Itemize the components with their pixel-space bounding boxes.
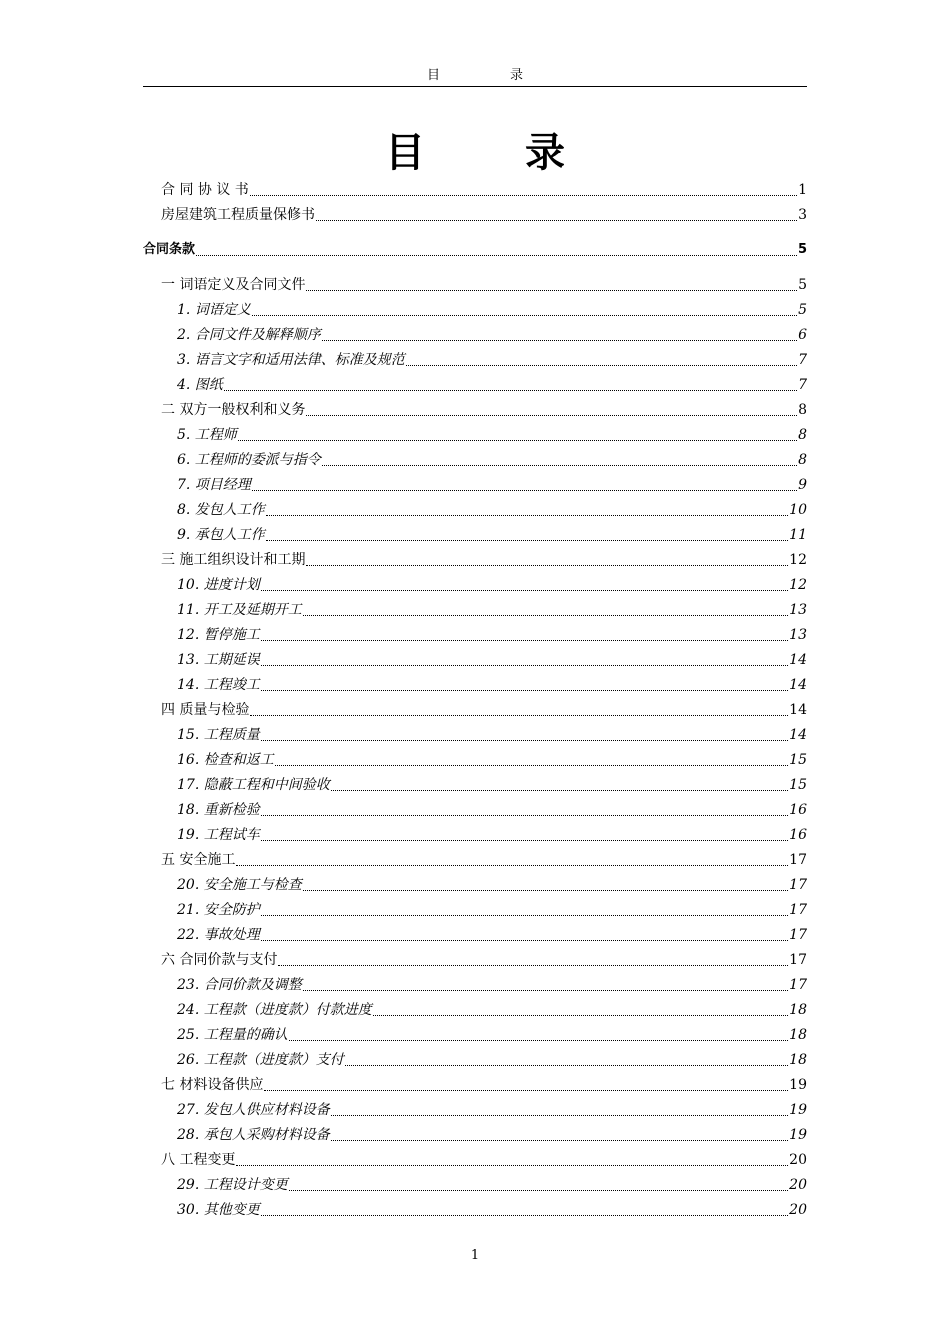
toc-entry[interactable] bbox=[143, 295, 807, 319]
toc-entry-label: 六 合同价款与支付 bbox=[161, 952, 278, 968]
toc-entry[interactable] bbox=[143, 320, 807, 344]
toc-entry-page: 12 bbox=[789, 577, 807, 593]
toc-entry-label: 合 同 协 议 书 bbox=[161, 182, 249, 198]
toc-entry-label: 合同条款 bbox=[143, 242, 196, 257]
toc-entry[interactable] bbox=[143, 235, 807, 259]
toc-entry[interactable] bbox=[143, 370, 807, 394]
toc-entry-label: 30. 其他变更 bbox=[177, 1202, 260, 1218]
toc-entry[interactable] bbox=[143, 770, 807, 794]
toc-entry[interactable] bbox=[143, 970, 807, 994]
toc-entry-label: 21. 安全防护 bbox=[177, 902, 260, 918]
toc-leader-dots bbox=[289, 1189, 788, 1191]
toc-leader-dots bbox=[261, 814, 788, 816]
toc-entry-page: 14 bbox=[789, 727, 807, 743]
toc-leader-dots bbox=[306, 564, 788, 566]
toc-entry[interactable] bbox=[143, 845, 807, 869]
toc-entry-page: 13 bbox=[789, 627, 807, 643]
toc-entry-page: 7 bbox=[798, 352, 807, 368]
toc-entry[interactable] bbox=[143, 175, 807, 199]
toc-entry[interactable] bbox=[143, 1170, 807, 1194]
toc-entry[interactable] bbox=[143, 820, 807, 844]
toc-entry-label: 20. 安全施工与检查 bbox=[177, 877, 302, 893]
toc-leader-dots bbox=[261, 939, 788, 941]
toc-entry-page: 1 bbox=[798, 182, 807, 198]
toc-entry-label: 7. 项目经理 bbox=[177, 477, 251, 493]
toc-entry-page: 14 bbox=[789, 652, 807, 668]
toc-entry-page: 20 bbox=[789, 1177, 807, 1193]
toc-entry-page: 14 bbox=[789, 702, 807, 718]
toc-entry[interactable] bbox=[143, 545, 807, 569]
toc-entry-label: 13. 工期延误 bbox=[177, 652, 260, 668]
toc-entry[interactable] bbox=[143, 345, 807, 369]
toc-leader-dots bbox=[236, 1164, 788, 1166]
toc-entry-label: 八 工程变更 bbox=[161, 1152, 236, 1168]
toc-entry[interactable] bbox=[143, 995, 807, 1019]
toc-entry[interactable] bbox=[143, 870, 807, 894]
toc-entry-label: 11. 开工及延期开工 bbox=[177, 602, 302, 618]
toc-leader-dots bbox=[331, 1114, 788, 1116]
toc-leader-dots bbox=[306, 414, 797, 416]
toc-entry[interactable] bbox=[143, 1095, 807, 1119]
toc-leader-dots bbox=[373, 1014, 788, 1016]
toc-entry-label: 5. 工程师 bbox=[177, 427, 237, 443]
toc-entry[interactable] bbox=[143, 620, 807, 644]
toc-entry[interactable] bbox=[143, 420, 807, 444]
toc-leader-dots bbox=[252, 314, 797, 316]
toc-entry[interactable] bbox=[143, 1070, 807, 1094]
toc-entry[interactable] bbox=[143, 270, 807, 294]
toc-entry-label: 16. 检查和返工 bbox=[177, 752, 274, 768]
toc-entry-page: 13 bbox=[789, 602, 807, 618]
toc-entry[interactable] bbox=[143, 595, 807, 619]
toc-entry-label: 17. 隐蔽工程和中间验收 bbox=[177, 777, 330, 793]
toc-leader-dots bbox=[261, 839, 788, 841]
toc-leader-dots bbox=[261, 1214, 788, 1216]
toc-entry-page: 5 bbox=[798, 277, 807, 293]
toc-leader-dots bbox=[261, 739, 788, 741]
toc-entry-page: 17 bbox=[789, 927, 807, 943]
toc-entry-page: 19 bbox=[789, 1102, 807, 1118]
toc-leader-dots bbox=[224, 389, 797, 391]
toc-entry-page: 17 bbox=[789, 902, 807, 918]
toc-entry-page: 7 bbox=[798, 377, 807, 393]
toc-entry-page: 8 bbox=[798, 427, 807, 443]
toc-entry-page: 17 bbox=[789, 977, 807, 993]
toc-leader-dots bbox=[331, 1139, 788, 1141]
toc-leader-dots bbox=[250, 194, 797, 196]
toc-entry[interactable] bbox=[143, 920, 807, 944]
toc-entry-label: 12. 暂停施工 bbox=[177, 627, 260, 643]
toc-leader-dots bbox=[264, 1089, 788, 1091]
toc-leader-dots bbox=[345, 1064, 788, 1066]
toc-entry[interactable] bbox=[143, 895, 807, 919]
toc-entry-label: 26. 工程款（进度款）支付 bbox=[177, 1052, 344, 1068]
toc-entry[interactable] bbox=[143, 445, 807, 469]
toc-entry-label: 22. 事故处理 bbox=[177, 927, 260, 943]
toc-entry-label: 14. 工程竣工 bbox=[177, 677, 260, 693]
toc-leader-dots bbox=[261, 689, 788, 691]
toc-entry-page: 3 bbox=[798, 207, 807, 223]
toc-leader-dots bbox=[261, 639, 788, 641]
toc-leader-dots bbox=[303, 889, 788, 891]
toc-entry-page: 12 bbox=[789, 552, 807, 568]
toc-entry-page: 16 bbox=[789, 802, 807, 818]
toc-entry-page: 9 bbox=[798, 477, 807, 493]
toc-leader-dots bbox=[303, 614, 788, 616]
toc-entry[interactable] bbox=[143, 945, 807, 969]
toc-entry[interactable] bbox=[143, 395, 807, 419]
toc-leader-dots bbox=[266, 539, 788, 541]
toc-leader-dots bbox=[316, 219, 797, 221]
toc-entry[interactable] bbox=[143, 745, 807, 769]
page-header bbox=[143, 66, 807, 87]
toc-entry[interactable] bbox=[143, 1045, 807, 1069]
toc-entry-label: 4. 图纸 bbox=[177, 377, 223, 393]
toc-entry[interactable] bbox=[143, 520, 807, 544]
page-number: 1 bbox=[470, 1248, 480, 1263]
toc-entry-label: 6. 工程师的委派与指令 bbox=[177, 452, 321, 468]
toc-entry-label: 27. 发包人供应材料设备 bbox=[177, 1102, 330, 1118]
toc-entry-page: 16 bbox=[789, 827, 807, 843]
toc-leader-dots bbox=[261, 589, 788, 591]
title-char-right: 录 bbox=[525, 130, 565, 176]
toc-leader-dots bbox=[322, 464, 797, 466]
toc-entry-page: 19 bbox=[789, 1077, 807, 1093]
toc-entry-label: 四 质量与检验 bbox=[161, 702, 250, 718]
toc-entry-page: 17 bbox=[789, 852, 807, 868]
toc-entry-page: 19 bbox=[789, 1127, 807, 1143]
toc-entry-label: 3. 语言文字和适用法律、标准及规范 bbox=[177, 352, 405, 368]
toc-leader-dots bbox=[236, 864, 788, 866]
toc-entry-page: 11 bbox=[789, 527, 807, 543]
toc-entry-label: 25. 工程量的确认 bbox=[177, 1027, 288, 1043]
toc-entry-page: 18 bbox=[789, 1052, 807, 1068]
toc-entry[interactable] bbox=[143, 1120, 807, 1144]
toc-entry-page: 5 bbox=[797, 242, 807, 257]
toc-entry[interactable] bbox=[143, 695, 807, 719]
toc-entry[interactable] bbox=[143, 670, 807, 694]
toc-leader-dots bbox=[238, 439, 797, 441]
document-title bbox=[143, 128, 807, 178]
toc-leader-dots bbox=[261, 664, 788, 666]
toc-entry[interactable] bbox=[143, 200, 807, 224]
toc-leader-dots bbox=[303, 989, 788, 991]
toc-entry-page: 10 bbox=[789, 502, 807, 518]
toc-leader-dots bbox=[306, 289, 797, 291]
toc-entry-page: 8 bbox=[798, 402, 807, 418]
toc-entry[interactable] bbox=[143, 1195, 807, 1219]
toc-leader-dots bbox=[406, 364, 797, 366]
toc-leader-dots bbox=[266, 514, 788, 516]
toc-entry-label: 9. 承包人工作 bbox=[177, 527, 265, 543]
toc-leader-dots bbox=[250, 714, 788, 716]
toc-entry-page: 5 bbox=[798, 302, 807, 318]
toc-entry-label: 24. 工程款（进度款）付款进度 bbox=[177, 1002, 372, 1018]
toc-entry[interactable] bbox=[143, 1145, 807, 1169]
header-text-right: 录 bbox=[510, 68, 524, 83]
toc-entry-label: 三 施工组织设计和工期 bbox=[161, 552, 306, 568]
toc-leader-dots bbox=[278, 964, 788, 966]
toc-entry[interactable] bbox=[143, 720, 807, 744]
toc-entry-label: 二 双方一般权利和义务 bbox=[161, 402, 306, 418]
toc-entry[interactable] bbox=[143, 495, 807, 519]
toc-entry-label: 19. 工程试车 bbox=[177, 827, 260, 843]
toc-entry-label: 15. 工程质量 bbox=[177, 727, 260, 743]
toc-leader-dots bbox=[289, 1039, 788, 1041]
toc-entry-label: 29. 工程设计变更 bbox=[177, 1177, 288, 1193]
toc-entry[interactable] bbox=[143, 795, 807, 819]
toc-leader-dots bbox=[196, 254, 797, 256]
toc-entry[interactable] bbox=[143, 1020, 807, 1044]
toc-entry-label: 10. 进度计划 bbox=[177, 577, 260, 593]
toc-entry-page: 14 bbox=[789, 677, 807, 693]
toc-entry-label: 房屋建筑工程质量保修书 bbox=[161, 207, 315, 223]
title-char-left: 目 bbox=[385, 130, 425, 176]
toc-entry-label: 18. 重新检验 bbox=[177, 802, 260, 818]
toc-entry-page: 15 bbox=[789, 777, 807, 793]
toc-leader-dots bbox=[331, 789, 788, 791]
toc-entry-page: 20 bbox=[789, 1152, 807, 1168]
toc-entry-page: 17 bbox=[789, 877, 807, 893]
toc-entry-page: 17 bbox=[789, 952, 807, 968]
toc-entry-label: 8. 发包人工作 bbox=[177, 502, 265, 518]
toc-entry-page: 8 bbox=[798, 452, 807, 468]
toc-entry-page: 6 bbox=[798, 327, 807, 343]
toc-entry[interactable] bbox=[143, 645, 807, 669]
toc-entry-page: 20 bbox=[789, 1202, 807, 1218]
toc-entry[interactable] bbox=[143, 470, 807, 494]
toc-leader-dots bbox=[275, 764, 788, 766]
toc-entry-page: 18 bbox=[789, 1027, 807, 1043]
toc-entry[interactable] bbox=[143, 570, 807, 594]
toc-entry-label: 23. 合同价款及调整 bbox=[177, 977, 302, 993]
toc-leader-dots bbox=[261, 914, 788, 916]
toc-entry-page: 15 bbox=[789, 752, 807, 768]
toc-entry-label: 1. 词语定义 bbox=[177, 302, 251, 318]
toc-entry-label: 七 材料设备供应 bbox=[161, 1077, 264, 1093]
toc-leader-dots bbox=[322, 339, 797, 341]
toc-entry-label: 28. 承包人采购材料设备 bbox=[177, 1127, 330, 1143]
toc-entry-label: 五 安全施工 bbox=[161, 852, 236, 868]
header-text-left: 目 bbox=[426, 68, 440, 83]
toc-leader-dots bbox=[252, 489, 797, 491]
toc-entry-label: 2. 合同文件及解释顺序 bbox=[177, 327, 321, 343]
toc-entry-page: 18 bbox=[789, 1002, 807, 1018]
toc-entry-label: 一 词语定义及合同文件 bbox=[161, 277, 306, 293]
